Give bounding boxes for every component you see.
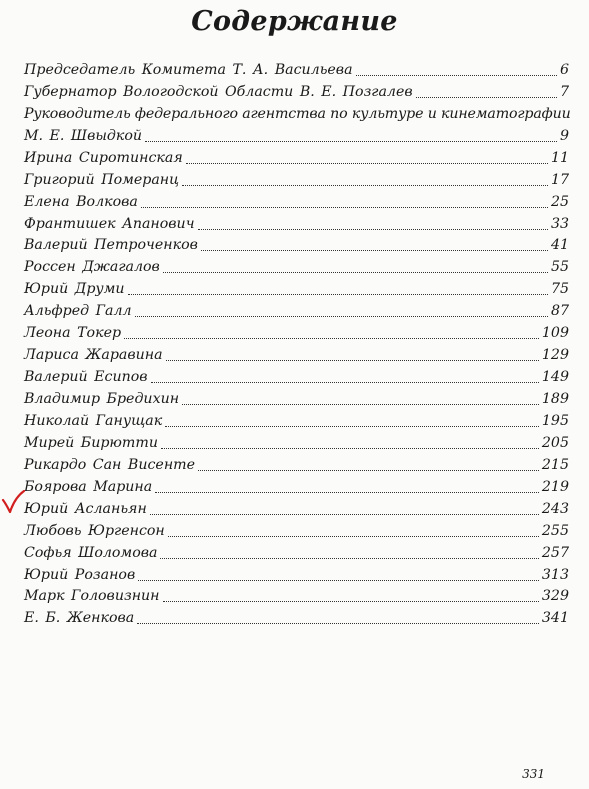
dot-leader: [137, 623, 539, 624]
toc-entry-name: Франтишек Апанович: [24, 215, 195, 232]
dot-leader: [124, 338, 539, 339]
toc-entry-page: 55: [550, 259, 569, 276]
toc-entry: [24, 521, 569, 543]
dot-leader: [160, 558, 538, 559]
toc-entry-name: Леона Токер: [24, 325, 122, 342]
toc-entry: [24, 60, 569, 82]
toc-entry-page: 87: [550, 303, 569, 320]
toc-entry-name: Боярова Марина: [24, 478, 153, 495]
toc-entry: [24, 345, 569, 367]
toc-entry-page: 33: [550, 215, 569, 232]
toc-entry: [24, 433, 569, 455]
toc-entry: [24, 148, 569, 170]
toc-entry: [24, 389, 569, 411]
toc-entry-page: 341: [541, 610, 569, 627]
toc-entry-name: Лариса Жаравина: [24, 347, 163, 364]
toc-entry-page: 243: [541, 500, 569, 517]
toc-entry-page: 205: [541, 434, 569, 451]
toc-entry-page: 75: [550, 281, 569, 298]
toc-entry-name: Софья Шоломова: [24, 544, 158, 561]
toc-entry: [24, 543, 569, 565]
toc-entry: [24, 126, 569, 148]
dot-leader: [356, 75, 557, 76]
dot-leader: [166, 360, 539, 361]
dot-leader: [182, 185, 548, 186]
page-title: Содержание: [191, 6, 398, 37]
dot-leader: [151, 382, 539, 383]
dot-leader: [163, 601, 539, 602]
toc-entry-name: Валерий Петроченков: [24, 237, 198, 254]
dot-leader: [135, 316, 548, 317]
toc-entry-page: 329: [541, 588, 569, 605]
toc-entry: [24, 257, 569, 279]
toc-entry-name: Рикардо Сан Висенте: [24, 456, 196, 473]
toc-entry-name: Юрий Друми: [24, 281, 125, 298]
toc-entry-name: Мирей Бирютти: [24, 434, 158, 451]
dot-leader: [198, 229, 548, 230]
toc-entry-name: Альфред Галл: [24, 303, 132, 320]
toc-entry: [24, 214, 569, 236]
dot-leader: [138, 580, 539, 581]
toc-entry: [24, 477, 569, 499]
toc-entry-name: Любовь Юргенсон: [24, 522, 165, 539]
toc-entry-name: Россен Джагалов: [24, 259, 160, 276]
toc-entry-name: Григорий Померанц: [24, 171, 180, 188]
toc-entry-page: 129: [541, 347, 569, 364]
toc-entry-page: 149: [541, 369, 569, 386]
dot-leader: [165, 426, 539, 427]
toc-entry: [24, 301, 569, 323]
toc-entry-page: 11: [550, 149, 569, 166]
toc-entry-page: 189: [541, 391, 569, 408]
toc-entry-name: Ирина Сиротинская: [24, 149, 183, 166]
toc-entry: [24, 192, 569, 214]
toc-entry: [24, 499, 569, 521]
toc-entry: [24, 587, 569, 609]
toc-entry: [24, 170, 569, 192]
page-number: 331: [522, 767, 545, 781]
toc-entry: [24, 367, 569, 389]
dot-leader: [128, 294, 548, 295]
toc-entry-name: Юрий Розанов: [24, 566, 136, 583]
toc-entry-page: 9: [559, 127, 569, 144]
toc-entry-name: Владимир Бредихин: [24, 391, 180, 408]
toc-entry-name: Николай Ганущак: [24, 412, 163, 429]
dot-leader: [155, 492, 539, 493]
toc-entry-name: Губернатор Вологодской Области В. Е. Позгалев: [24, 83, 413, 100]
dot-leader: [145, 141, 557, 142]
toc-entry-name: Юрий Асланьян: [24, 500, 147, 517]
dot-leader: [150, 514, 539, 515]
toc-entry-page: 41: [550, 237, 569, 254]
toc-entry-name: Е. Б. Женкова: [24, 610, 135, 627]
toc-entry-page: 219: [541, 478, 569, 495]
toc-entry-page: 109: [541, 325, 569, 342]
toc-entry-name: Валерий Есипов: [24, 369, 148, 386]
toc-entry: [24, 323, 569, 345]
toc-entry: [24, 279, 569, 301]
toc-entry-page: 257: [541, 544, 569, 561]
toc-entry: [24, 411, 569, 433]
table-of-contents: [24, 60, 569, 630]
toc-entry: [24, 455, 569, 477]
toc-entry-page: 313: [541, 566, 569, 583]
toc-entry-page: 215: [541, 456, 569, 473]
dot-leader: [182, 404, 539, 405]
dot-leader: [198, 470, 539, 471]
toc-entry: [24, 608, 569, 630]
dot-leader: [201, 250, 548, 251]
red-check-mark-icon: [0, 488, 26, 518]
dot-leader: [161, 448, 539, 449]
toc-entry-page: 195: [541, 412, 569, 429]
dot-leader: [186, 163, 548, 164]
toc-entry-page: 255: [541, 522, 569, 539]
dot-leader: [163, 272, 548, 273]
toc-entry-heading-line: Руководитель федерального агентства по культуре и кинематографии: [24, 105, 571, 122]
dot-leader: [416, 97, 557, 98]
toc-entry-name: Елена Волкова: [24, 193, 138, 210]
toc-entry-name: М. Е. Швыдкой: [24, 127, 143, 144]
toc-entry-page: 6: [559, 61, 569, 78]
toc-entry: [24, 565, 569, 587]
toc-entry: [24, 236, 569, 258]
toc-entry-page: 25: [550, 193, 569, 210]
dot-leader: [168, 536, 539, 537]
toc-entry-page: 17: [550, 171, 569, 188]
toc-entry-page: 7: [559, 83, 569, 100]
toc-entry-name: Председатель Комитета Т. А. Васильева: [24, 61, 353, 78]
toc-entry: [24, 82, 569, 104]
dot-leader: [141, 207, 548, 208]
toc-entry-name: Марк Головизнин: [24, 588, 160, 605]
